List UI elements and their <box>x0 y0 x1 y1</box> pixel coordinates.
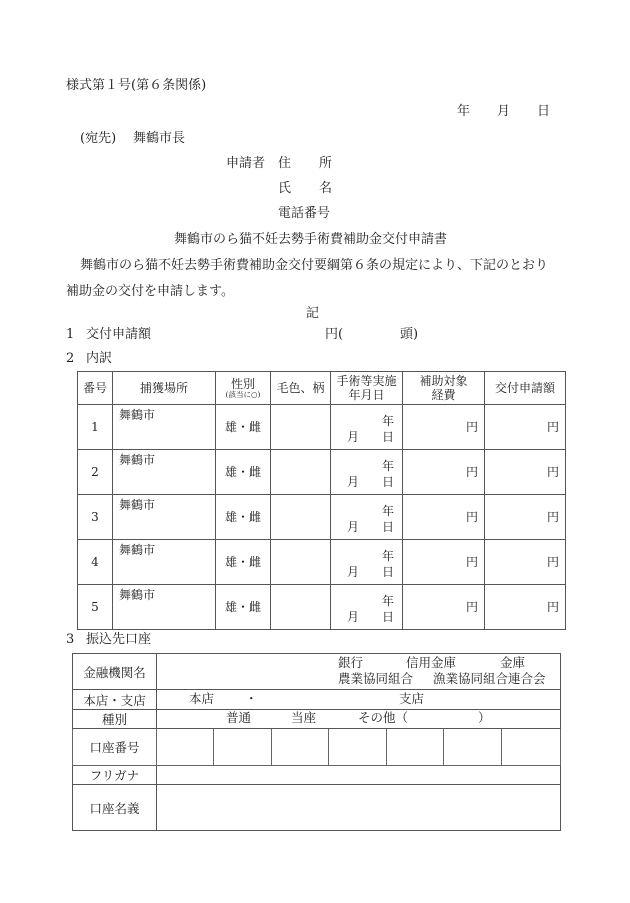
date-year-unit: 年 <box>381 549 394 563</box>
account-digit-2[interactable] <box>214 729 272 766</box>
header-cost-line1: 補助対象 <box>419 373 468 388</box>
header-number: 番号 <box>78 372 113 405</box>
header-amount: 交付申請額 <box>485 372 566 405</box>
amount-cell[interactable]: 円 <box>485 585 566 630</box>
sex-cell[interactable]: 雄・雌 <box>216 450 271 495</box>
breakdown-row <box>78 450 566 495</box>
place-cell[interactable] <box>113 540 216 585</box>
name-label-2: 名 <box>319 181 333 196</box>
place-prefix: 舞鶴市 <box>119 453 156 467</box>
date-cell[interactable] <box>331 585 403 630</box>
cost-cell[interactable]: 円 <box>403 585 485 630</box>
type-futsu[interactable]: 普通 <box>226 710 252 725</box>
breakdown-row <box>78 540 566 585</box>
color-cell[interactable] <box>271 450 331 495</box>
date-cell[interactable] <box>331 450 403 495</box>
inst-type-gyoren[interactable]: 漁業協同組合連合会 <box>433 671 546 686</box>
name-label-1: 氏 <box>278 181 292 196</box>
breakdown-header-row <box>78 372 566 405</box>
date-month-label: 月 <box>497 104 511 119</box>
date-day-unit: 日 <box>381 520 394 534</box>
date-month-unit: 月 <box>347 475 360 489</box>
sex-cell[interactable]: 雄・雌 <box>216 585 271 630</box>
furigana-field[interactable] <box>157 766 561 785</box>
date-year-unit: 年 <box>381 459 394 473</box>
header-sex <box>216 372 271 405</box>
date-cell[interactable] <box>331 495 403 540</box>
color-cell[interactable] <box>271 405 331 450</box>
section2-label: 内訳 <box>86 351 113 366</box>
type-other[interactable]: その他（ <box>358 710 409 725</box>
color-cell[interactable] <box>271 495 331 540</box>
account-digit-4[interactable] <box>329 729 387 766</box>
header-color: 毛色、柄 <box>271 372 331 405</box>
date-year-unit: 年 <box>381 504 394 518</box>
header-date-line2: 年月日 <box>348 388 385 402</box>
date-month-unit: 月 <box>347 430 360 444</box>
applicant-label: 申請者 <box>226 156 266 171</box>
row-number: 3 <box>78 495 113 540</box>
header-cost-line2: 経費 <box>431 388 456 402</box>
account-name-label: 口座名義 <box>73 785 157 831</box>
date-cell[interactable] <box>331 540 403 585</box>
date-day-unit: 日 <box>381 565 394 579</box>
form-number: 様式第１号(第６条関係) <box>66 78 207 93</box>
account-digit-1[interactable] <box>157 729 214 766</box>
cost-cell[interactable]: 円 <box>403 540 485 585</box>
cost-cell[interactable]: 円 <box>403 495 485 540</box>
section1-number: 1 <box>66 327 75 342</box>
date-day-unit: 日 <box>381 610 394 624</box>
institution-field[interactable] <box>157 654 561 690</box>
account-name-row <box>73 785 561 831</box>
date-month-unit: 月 <box>347 565 360 579</box>
section1-yen: 円( <box>325 327 344 342</box>
row-number: 2 <box>78 450 113 495</box>
header-sex-note: (該当に○) <box>225 390 261 400</box>
section1-heads: 頭) <box>400 327 419 342</box>
place-prefix: 舞鶴市 <box>119 543 156 557</box>
header-date <box>331 372 403 405</box>
date-cell[interactable] <box>331 405 403 450</box>
color-cell[interactable] <box>271 540 331 585</box>
address-label-2: 所 <box>319 156 333 171</box>
place-prefix: 舞鶴市 <box>119 588 156 602</box>
account-digit-5[interactable] <box>387 729 444 766</box>
place-cell[interactable] <box>113 495 216 540</box>
account-digit-6[interactable] <box>444 729 502 766</box>
type-field[interactable] <box>157 710 561 729</box>
account-name-field[interactable] <box>157 785 561 831</box>
row-number: 4 <box>78 540 113 585</box>
head-office-option[interactable]: 本店 <box>189 691 215 706</box>
addressee-name: 舞鶴市長 <box>133 131 186 146</box>
date-year-unit: 年 <box>381 414 394 428</box>
date-year-label: 年 <box>457 104 471 119</box>
cost-cell[interactable]: 円 <box>403 405 485 450</box>
body-text-line1: 舞鶴市のら猫不妊去勢手術費補助金交付要綱第６条の規定により、下記のとおり <box>80 258 549 273</box>
place-cell[interactable] <box>113 405 216 450</box>
branch-separator: ・ <box>245 691 258 706</box>
section1-label: 交付申請額 <box>86 327 152 342</box>
date-year-unit: 年 <box>381 594 394 608</box>
breakdown-row <box>78 405 566 450</box>
furigana-label: フリガナ <box>73 766 157 785</box>
furigana-row <box>73 766 561 785</box>
cost-cell[interactable]: 円 <box>403 450 485 495</box>
branch-row <box>73 690 561 710</box>
section3-label: 振込先口座 <box>86 632 152 647</box>
date-day-unit: 日 <box>381 430 394 444</box>
header-place: 捕獲場所 <box>113 372 216 405</box>
place-prefix: 舞鶴市 <box>119 498 156 512</box>
institution-label: 金融機関名 <box>73 654 157 690</box>
body-text-line2: 補助金の交付を申請します。 <box>66 284 234 299</box>
sex-cell[interactable]: 雄・雌 <box>216 405 271 450</box>
date-month-unit: 月 <box>347 610 360 624</box>
place-prefix: 舞鶴市 <box>119 408 156 422</box>
sex-cell[interactable]: 雄・雌 <box>216 495 271 540</box>
amount-cell[interactable]: 円 <box>485 405 566 450</box>
date-day-label: 日 <box>537 104 551 119</box>
sex-cell[interactable]: 雄・雌 <box>216 540 271 585</box>
inst-type-nokyo[interactable]: 農業協同組合 <box>338 671 414 686</box>
account-number-row <box>73 729 561 766</box>
account-number-label: 口座番号 <box>73 729 157 766</box>
address-label-1: 住 <box>278 156 292 171</box>
color-cell[interactable] <box>271 585 331 630</box>
document-title: 舞鶴市のら猫不妊去勢手術費補助金交付申請書 <box>174 232 448 247</box>
header-cost <box>403 372 485 405</box>
type-label: 種別 <box>73 710 157 729</box>
date-day-unit: 日 <box>381 475 394 489</box>
type-row <box>73 710 561 729</box>
branch-label: 本店・支店 <box>73 690 157 710</box>
ki-label: 記 <box>306 306 320 321</box>
type-toza[interactable]: 当座 <box>291 710 317 725</box>
breakdown-row <box>78 495 566 540</box>
amount-cell[interactable]: 円 <box>485 540 566 585</box>
place-cell[interactable] <box>113 450 216 495</box>
amount-cell[interactable]: 円 <box>485 450 566 495</box>
addressee-prefix: (宛先) <box>80 131 117 146</box>
date-month-unit: 月 <box>347 520 360 534</box>
type-other-close: ） <box>478 710 491 725</box>
branch-option[interactable]: 支店 <box>399 691 425 706</box>
place-cell[interactable] <box>113 585 216 630</box>
account-digit-3[interactable] <box>272 729 329 766</box>
header-date-line1: 手術等実施 <box>336 373 397 388</box>
header-sex-label: 性別 <box>230 376 255 391</box>
amount-cell[interactable]: 円 <box>485 495 566 540</box>
bank-account-table <box>72 653 561 831</box>
row-number: 5 <box>78 585 113 630</box>
account-digit-7[interactable] <box>502 729 561 766</box>
row-number: 1 <box>78 405 113 450</box>
inst-type-kinko[interactable]: 金庫 <box>500 655 526 670</box>
breakdown-table <box>77 371 566 630</box>
section3-number: 3 <box>66 632 75 647</box>
breakdown-row <box>78 585 566 630</box>
institution-row <box>73 654 561 690</box>
branch-field[interactable] <box>157 690 561 710</box>
inst-type-shinkin[interactable]: 信用金庫 <box>406 655 457 670</box>
section2-number: 2 <box>66 351 75 366</box>
phone-label: 電話番号 <box>278 206 331 221</box>
inst-type-bank[interactable]: 銀行 <box>338 655 364 670</box>
